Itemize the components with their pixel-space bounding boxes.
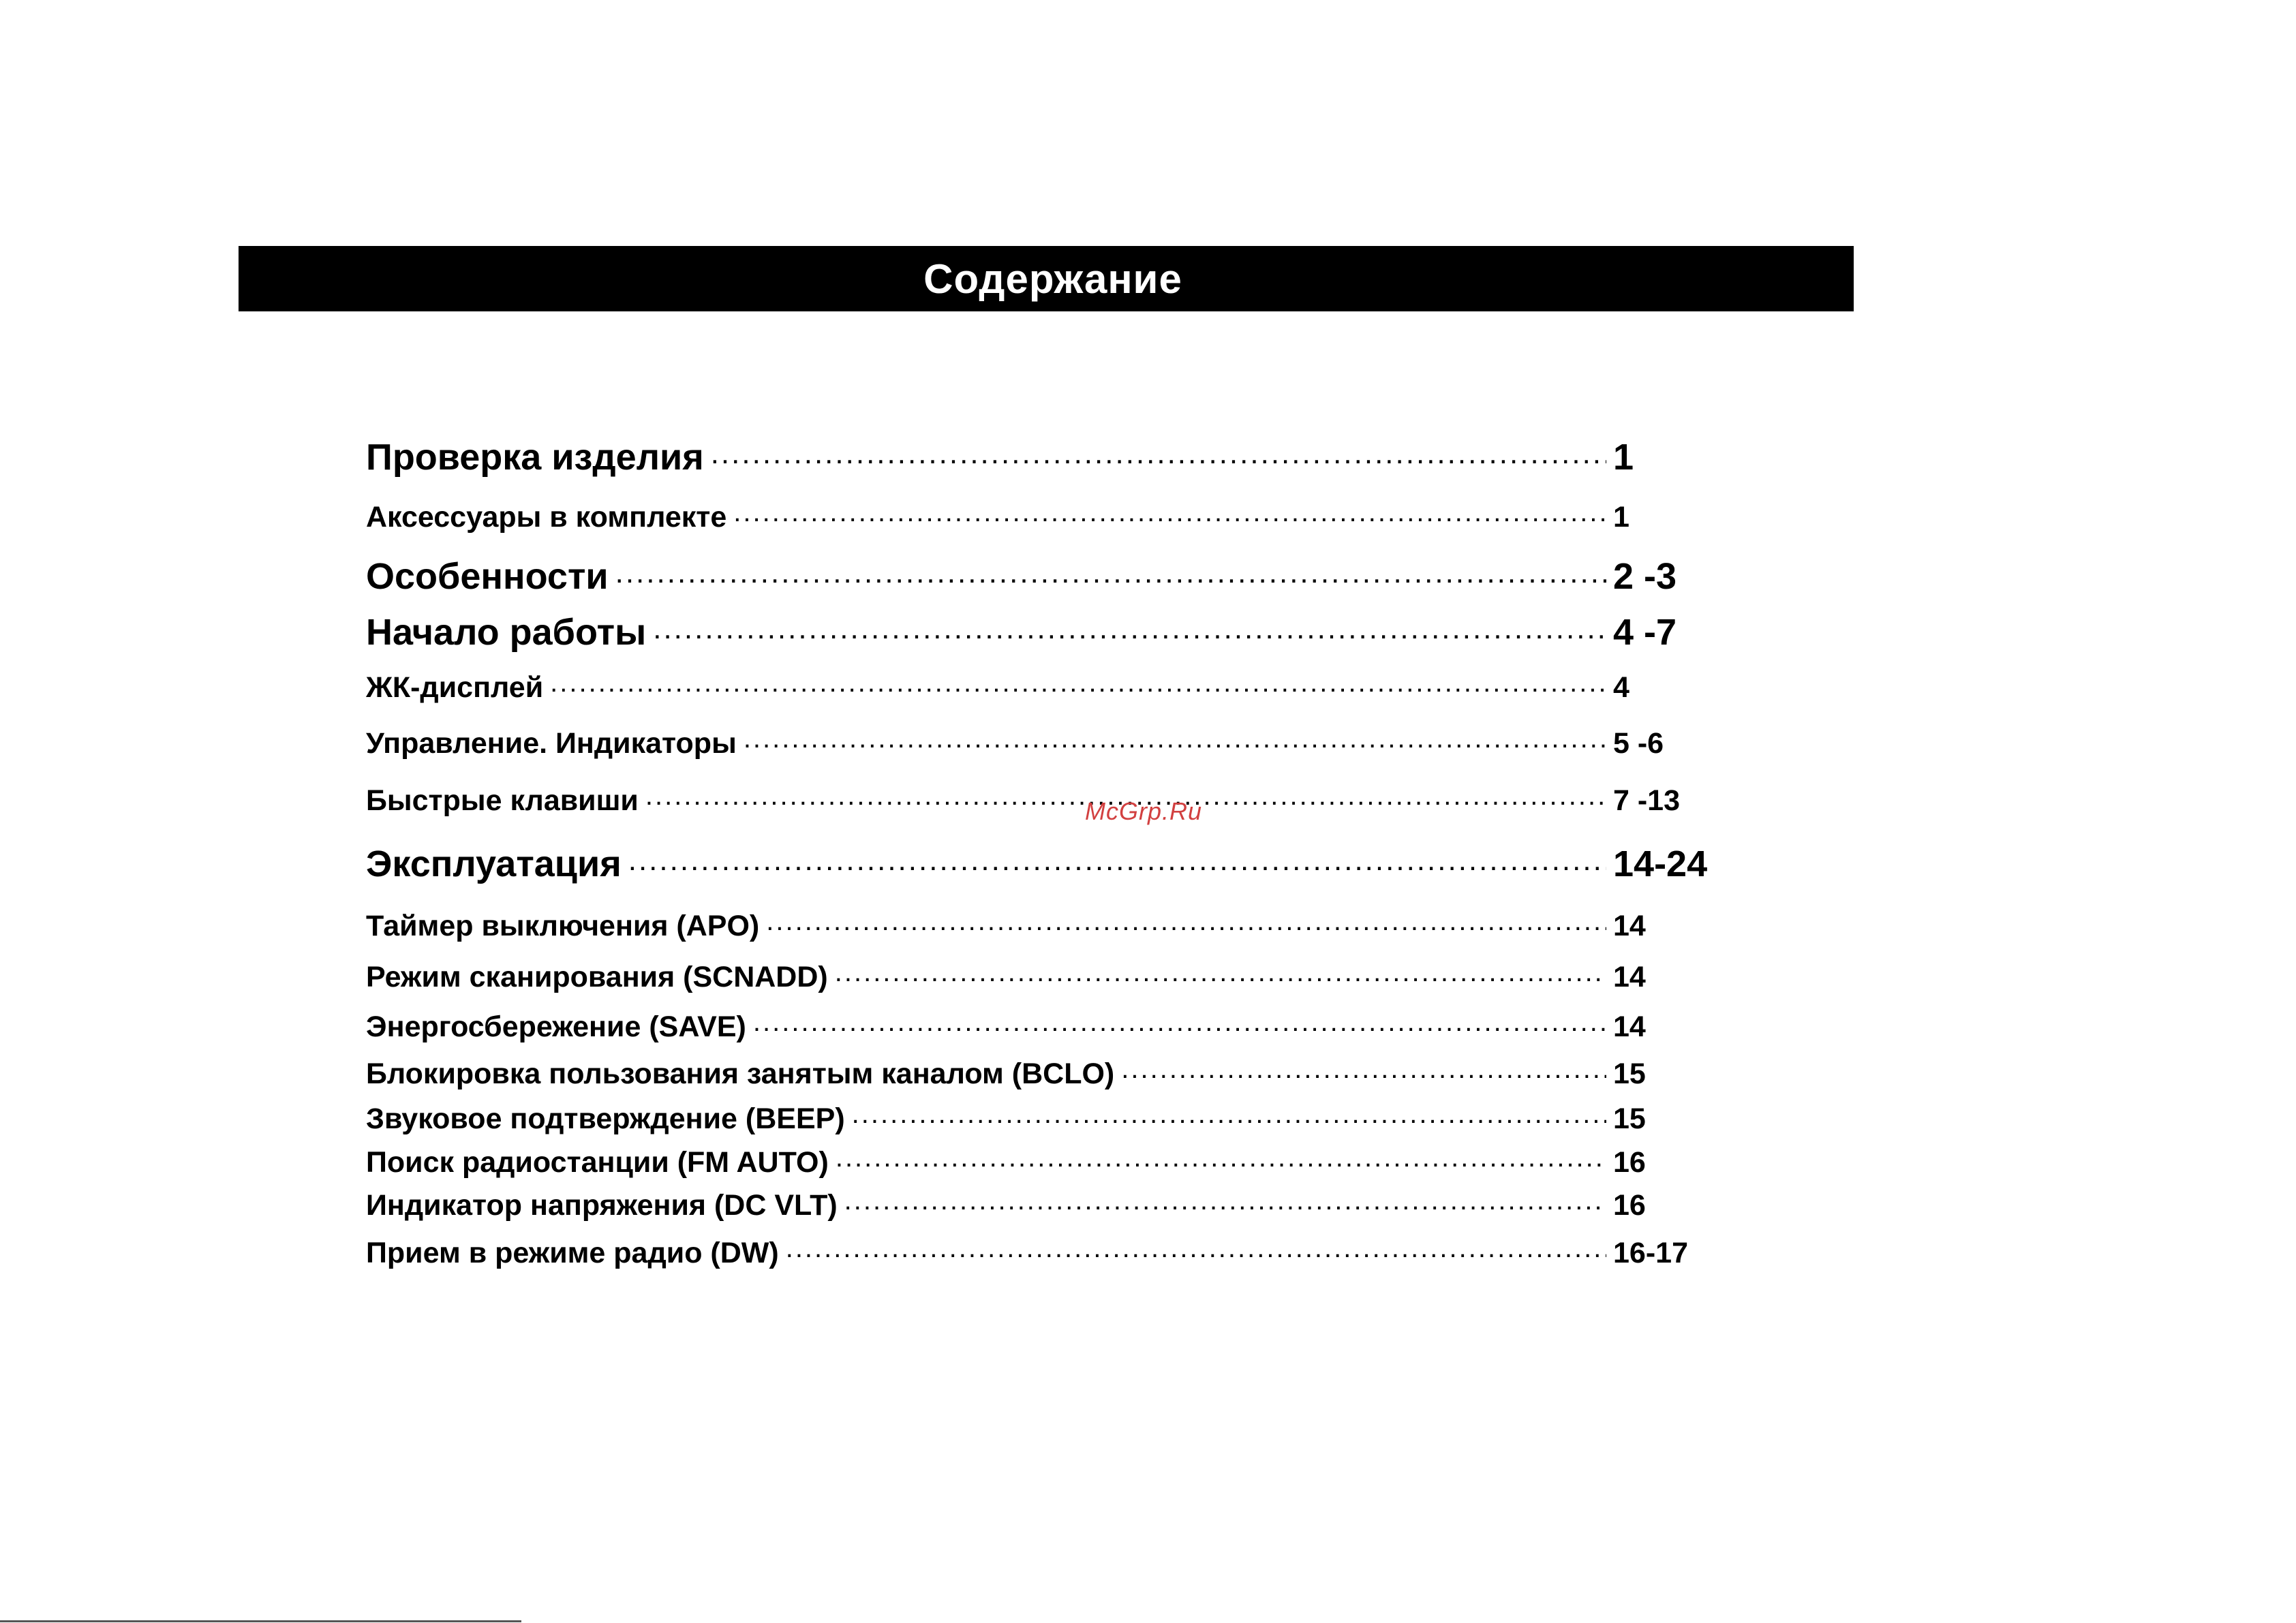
toc-entry[interactable] xyxy=(366,906,1715,943)
toc-entry-label: ЖК-дисплей xyxy=(366,671,544,704)
toc-entry-page: 7 -13 xyxy=(1613,784,1681,817)
page-title: Содержание xyxy=(923,256,1182,302)
dot-leader xyxy=(836,1143,1606,1172)
toc-entry-label: Управление. Индикаторы xyxy=(366,727,737,760)
dot-leader xyxy=(786,1233,1606,1263)
toc-entry[interactable] xyxy=(366,1233,1715,1270)
toc-entry[interactable] xyxy=(366,1186,1715,1222)
dot-leader xyxy=(628,839,1606,876)
toc-entry[interactable] xyxy=(366,1099,1715,1136)
toc-entry-page: 1 xyxy=(1613,501,1629,534)
dot-leader xyxy=(1121,1054,1606,1083)
dot-leader xyxy=(844,1186,1606,1215)
toc-entry-label: Поиск радиостанции (FM AUTO) xyxy=(366,1146,829,1179)
dot-leader xyxy=(653,608,1606,645)
toc-entry[interactable] xyxy=(366,1143,1715,1179)
toc-entry-label: Энергосбережение (SAVE) xyxy=(366,1010,746,1043)
toc-entry-page: 1 xyxy=(1613,437,1634,478)
dot-leader xyxy=(615,552,1606,589)
dot-leader xyxy=(852,1099,1606,1128)
toc-entry-label: Прием в режиме радио (DW) xyxy=(366,1237,779,1269)
toc-entry[interactable] xyxy=(366,781,1715,818)
toc-entry[interactable] xyxy=(366,1054,1715,1091)
watermark: McGrp.Ru xyxy=(1085,797,1203,825)
toc-entry-page: 2 -3 xyxy=(1613,556,1677,597)
toc-entry[interactable] xyxy=(366,497,1715,534)
table-of-contents xyxy=(366,0,1743,1623)
toc-entry-page: 16-17 xyxy=(1613,1237,1688,1269)
toc-entry[interactable] xyxy=(366,957,1715,994)
toc-entry-page: 14 xyxy=(1613,961,1646,993)
toc-entry-label: Блокировка пользования занятым каналом (BCLO) xyxy=(366,1057,1115,1090)
toc-entry-label: Индикатор напряжения (DC VLT) xyxy=(366,1189,838,1222)
toc-entry[interactable] xyxy=(366,839,1715,885)
dot-leader xyxy=(744,724,1606,753)
toc-entry-label: Особенности xyxy=(366,556,609,597)
toc-entry-page: 14 xyxy=(1613,1010,1646,1043)
toc-entry-label: Начало работы xyxy=(366,612,647,653)
toc-entry-page: 16 xyxy=(1613,1189,1646,1222)
toc-entry[interactable] xyxy=(366,608,1715,653)
dot-leader xyxy=(733,497,1606,527)
toc-entry-label: Режим сканирования (SCNADD) xyxy=(366,961,828,993)
toc-entry-label: Аксессуары в комплекте xyxy=(366,501,727,534)
toc-entry[interactable] xyxy=(366,433,1715,478)
dot-leader xyxy=(766,906,1606,936)
toc-entry-label: Таймер выключения (APO) xyxy=(366,910,760,942)
dot-leader xyxy=(550,668,1606,697)
toc-entry-page: 14-24 xyxy=(1613,844,1708,884)
toc-entry-label: Проверка изделия xyxy=(366,437,704,478)
toc-entry-page: 16 xyxy=(1613,1146,1646,1179)
toc-entry-page: 15 xyxy=(1613,1057,1646,1090)
toc-entry-label: Быстрые клавиши xyxy=(366,784,639,817)
toc-entry-page: 15 xyxy=(1613,1102,1646,1135)
toc-entry[interactable] xyxy=(366,724,1715,760)
toc-entry-page: 5 -6 xyxy=(1613,727,1664,760)
dot-leader xyxy=(711,433,1606,469)
toc-entry[interactable] xyxy=(366,552,1715,598)
toc-entry-label: Звуковое подтверждение (BEEP) xyxy=(366,1102,845,1135)
dot-leader xyxy=(753,1007,1606,1036)
toc-entry-label: Эксплуатация xyxy=(366,844,622,884)
dot-leader xyxy=(835,957,1606,987)
toc-entry-page: 4 -7 xyxy=(1613,612,1677,653)
toc-entry-page: 14 xyxy=(1613,910,1646,942)
footer-rule xyxy=(0,1620,521,1622)
toc-entry[interactable] xyxy=(366,1007,1715,1044)
toc-entry[interactable] xyxy=(366,668,1715,705)
toc-entry-page: 4 xyxy=(1613,671,1629,704)
